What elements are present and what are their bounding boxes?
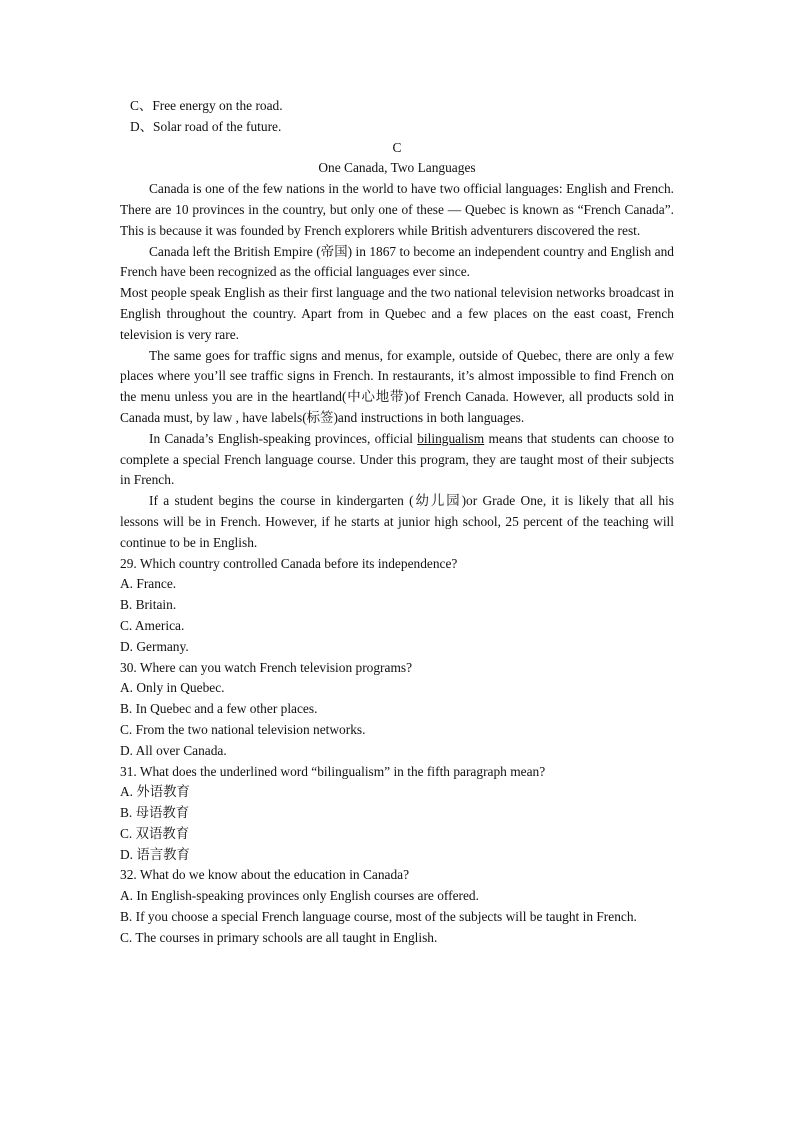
question-32-option-c: C. The courses in primary schools are all taught in English. bbox=[120, 929, 438, 945]
paragraph-1: Canada is one of the few nations in the world to have two official languages: English and French. There are 10 provinces in the country, but only one of these — Quebec is known as “French Canada”. This is because it was founded by French explorers while British adventurers discovered the rest. bbox=[120, 181, 674, 238]
underlined-word: bilingualism bbox=[417, 430, 485, 446]
paragraph-5-before: In Canada’s English-speaking provinces, official bbox=[149, 430, 418, 446]
question-31-option-b: B. 母语教育 bbox=[120, 805, 190, 821]
paragraph-5 bbox=[120, 429, 674, 491]
prev-option-c: C、Free energy on the road. bbox=[130, 98, 283, 113]
paragraph-2: Canada left the British Empire (帝国) in 1867 to become an independent country and English and French have been recognized as the official languages ever since. bbox=[120, 243, 674, 280]
paragraph-3: Most people speak English as their first language and the two national television networks broadcast in English throughout the country. Apart from in Quebec and a few places on the east coast, French television is very rare. bbox=[120, 285, 674, 342]
question-30-option-b: B. In Quebec and a few other places. bbox=[120, 701, 318, 717]
question-29-option-d: D. Germany. bbox=[120, 638, 189, 654]
question-31-option-d: D. 语言教育 bbox=[120, 846, 190, 862]
question-30-option-c: C. From the two national television networks. bbox=[120, 721, 366, 737]
question-32-option-a: A. In English-speaking provinces only English courses are offered. bbox=[120, 888, 479, 904]
paragraph-4: The same goes for traffic signs and menus, for example, outside of Quebec, there are only a few places where you’ll see traffic signs in French. In restaurants, it’s almost impossible to find French on the menu unless you are in the heartland(中心地带)of French Canada. However, all products sold in Canada must, by law , have labels(标签)and instructions in both languages. bbox=[120, 347, 674, 425]
question-30-option-d: D. All over Canada. bbox=[120, 742, 227, 758]
question-30-option-a: A. Only in Quebec. bbox=[120, 680, 225, 696]
question-31-stem: 31. What does the underlined word “bilingualism” in the fifth paragraph mean? bbox=[120, 763, 546, 779]
question-31-option-a: A. 外语教育 bbox=[120, 784, 190, 800]
question-31-option-c: C. 双语教育 bbox=[120, 825, 190, 841]
paragraph-5-after: means that students can choose to complete a special French language course. Under this program, they are taught most of their subjects in French. bbox=[120, 430, 674, 488]
question-32-option-b: B. If you choose a special French language course, most of the subjects will be taught in French. bbox=[120, 909, 637, 925]
passage-title: One Canada, Two Languages bbox=[318, 160, 476, 176]
question-32-stem: 32. What do we know about the education in Canada? bbox=[120, 867, 410, 883]
question-29-option-b: B. Britain. bbox=[120, 597, 177, 613]
document-page bbox=[120, 96, 674, 949]
question-30-stem: 30. Where can you watch French television programs? bbox=[120, 659, 413, 675]
question-29-stem: 29. Which country controlled Canada before its independence? bbox=[120, 555, 458, 571]
question-29-option-a: A. France. bbox=[120, 576, 177, 592]
paragraph-6: If a student begins the course in kindergarten (幼儿园)or Grade One, it is likely that all his lessons will be in French. However, if he starts at junior high school, 25 percent of the teaching will continue to be in English. bbox=[120, 493, 674, 550]
section-letter: C bbox=[392, 139, 402, 155]
prev-option-d: D、Solar road of the future. bbox=[130, 118, 282, 134]
question-29-option-c: C. America. bbox=[120, 617, 185, 633]
